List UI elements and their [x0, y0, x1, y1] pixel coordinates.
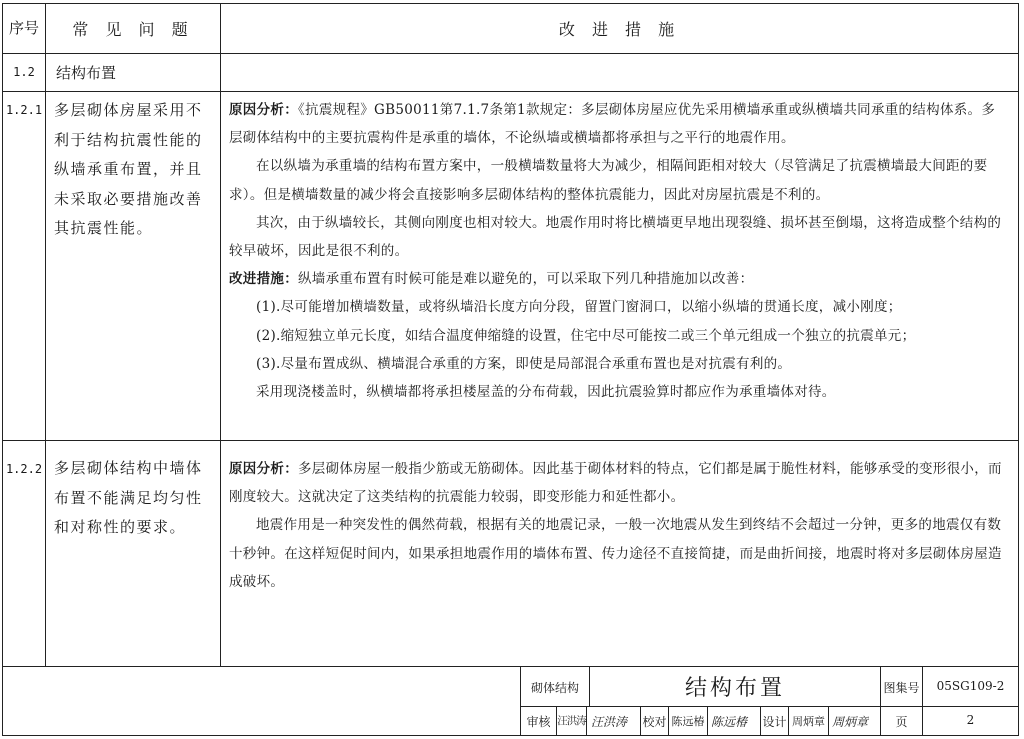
row-rule: [2, 440, 1019, 441]
item-number: 1.2.2: [5, 462, 43, 476]
cause-text: 多层砌体房屋一般指少筋或无筋砌体。因此基于砌体材料的特点，它们都是属于脆性材料，能够承受的变形很小，而刚度较大。这就决定了这类结构的抗震能力较弱，即变形能力和延性都小。: [229, 461, 1002, 506]
tb-check-label: 校对: [642, 715, 667, 729]
item-number: 1.2.1: [5, 103, 43, 117]
header-number: 序号: [8, 19, 39, 37]
item-answer: [229, 455, 1008, 596]
tb-category: 砌体结构: [530, 681, 579, 695]
col-rule-2: [220, 3, 221, 666]
tb-checker: 陈远椿: [671, 715, 705, 728]
tb-checker-signature: 陈远椿: [711, 715, 748, 729]
footer-rule-left: [2, 666, 520, 667]
cause-label: 原因分析：: [229, 102, 298, 118]
titleblock-top-rule: [520, 666, 1019, 667]
measure-label: 改进措施：: [229, 271, 298, 288]
tb-reviewer: 汪洪涛: [557, 715, 586, 727]
answer-paragraph: 其次，由于纵墙较长，其侧向刚度也相对较大。地震作用时将比横墙更早地出现裂缝、损坏甚至倒塌，这将造成整个结构的较早破坏，因此是很不利的。: [229, 214, 1002, 260]
measure-item: (3).尽量布置成纵、横墙混合承重的方案，即使是局部混合承重布置也是对抗震有利的。: [256, 355, 792, 372]
item-problem: 多层砌体结构中墙体布置不能满足均匀性和对称性的要求。: [54, 459, 203, 536]
section-number: 1.2: [13, 65, 35, 79]
tb-sub-5: [707, 706, 708, 736]
titleblock-mid-rule: [520, 706, 1019, 707]
tb-page-label: 页: [895, 715, 908, 729]
answer-paragraph: 在以纵墙为承重墙的结构布置方案中，一般横墙数量将大为减少，相隔间距相对较大（尽管满足了抗震横墙最大间距的要求）。但是横墙数量的减少将会直接影响多层砌体结构的整体抗震能力，因此对房屋抗震是不利的。: [229, 158, 988, 203]
answer-paragraph: 地震作用是一种突发性的偶然荷载，根据有关的地震记录，一般一次地震从发生到终结不会超过一分钟，更多的地震仅有数十秒钟。在这样短促时间内，如果承担地震作用的墙体布置、传力途径不直接简捷，而是曲折间接，地震时将对多层砌体房屋造成破坏。: [229, 517, 1002, 590]
tb-page-no: 2: [966, 713, 975, 727]
cause-label: 原因分析：: [229, 461, 298, 477]
section-rule: [2, 91, 1019, 92]
section-title: 结构布置: [56, 64, 117, 82]
tb-atlas-no: 05SG109-2: [936, 679, 1005, 693]
col-rule-1: [45, 3, 46, 666]
tb-design-label: 设计: [762, 715, 787, 729]
tb-review-label: 审核: [526, 715, 551, 729]
tb-reviewer-signature: 汪洪涛: [591, 715, 628, 729]
header-rule: [2, 53, 1019, 54]
tb-designer: 周炳章: [792, 715, 825, 728]
tb-sub-8: [828, 706, 829, 736]
tb-atlas-label: 图集号: [883, 681, 920, 695]
measure-text: 纵墙承重布置有时候可能是难以避免的，可以采取下列几种措施加以改善：: [298, 271, 754, 288]
measure-item: (2).缩短独立单元长度，如结合温度伸缩缝的设置，住宅中尽可能按二或三个单元组成一个独立的抗震单元；: [256, 327, 916, 344]
item-problem: 多层砌体房屋采用不利于结构抗震性能的纵墙承重布置，并且未采取必要措施改善其抗震性能。: [54, 101, 203, 237]
measure-item: (1).尽可能增加横墙数量，或将纵墙沿长度方向分段，留置门窗洞口，以缩小纵墙的贯通长度，减小刚度；: [256, 299, 902, 316]
header-problem: 常 见 问 题: [72, 20, 194, 39]
tb-title: 结构布置: [684, 676, 785, 701]
tb-designer-signature: 周炳章: [832, 715, 869, 729]
tb-sub-2: [586, 706, 587, 736]
cause-text: 《抗震规程》GB50011第7.1.7条第1款规定：多层砌体房屋应优先采用横墙承重或纵横墙共同承重的结构体系。多层砌体结构中的主要抗震构件是承重的墙体，不论纵墙或横墙都将承担与之平行的地震作用。: [229, 102, 996, 147]
item-answer: [229, 96, 1008, 406]
answer-closing: 采用现浇楼盖时，纵横墙都将承担楼屋盖的分布荷载，因此抗震验算时都应作为承重墙体对待。: [256, 384, 836, 401]
header-measure: 改 进 措 施: [558, 20, 681, 39]
